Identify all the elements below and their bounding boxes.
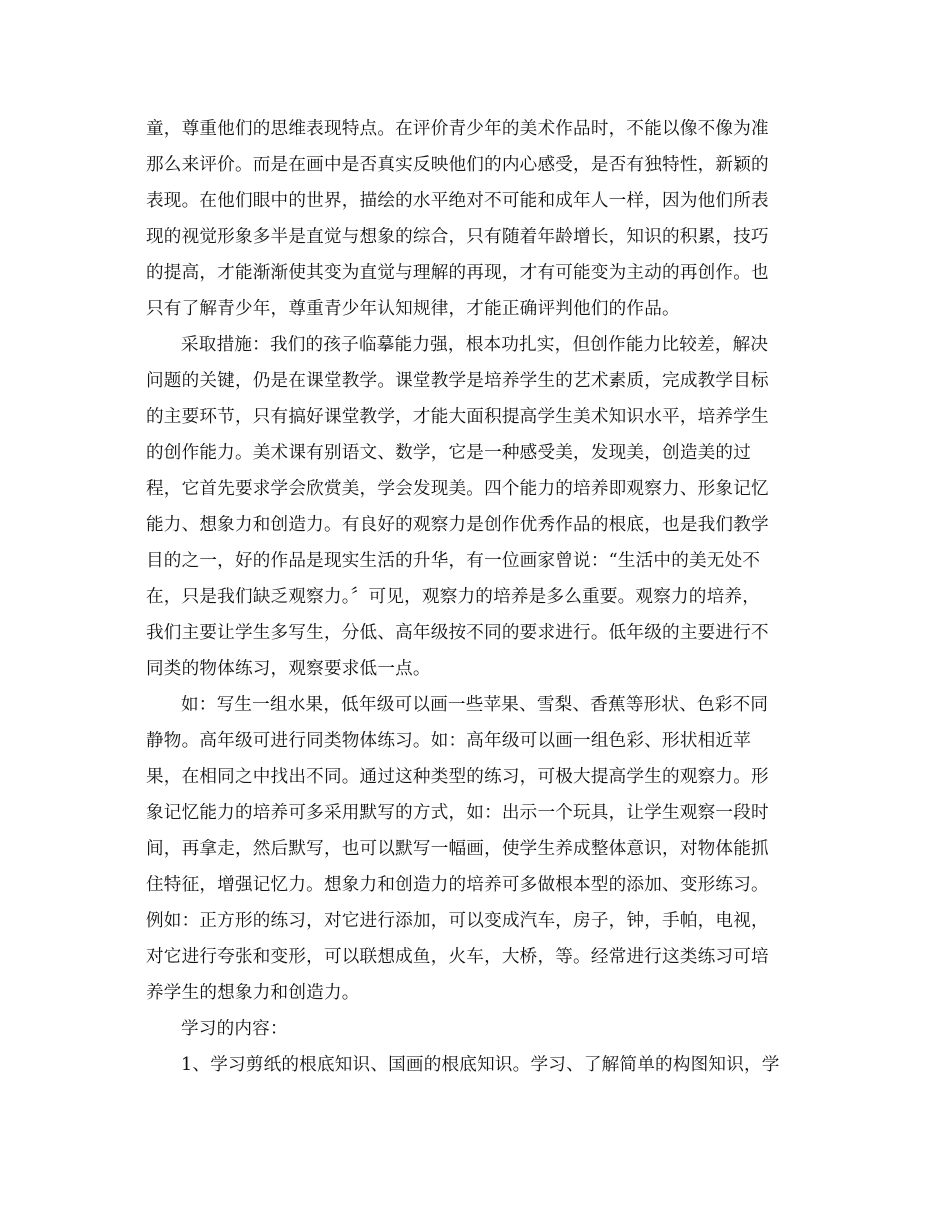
text-line: 程，它首先要求学会欣赏美，学会发现美。四个能力的培养即观察力、形象记忆 xyxy=(146,479,769,499)
text-line: 例如：正方形的练习，对它进行添加，可以变成汽车，房子，钟，手帕，电视， xyxy=(146,911,769,931)
list-item: 1、学习剪纸的根底知识、国画的根底知识。学习、了解简单的构图知识，学 xyxy=(181,1055,780,1075)
text-line: 只有了解青少年，尊重青少年认知规律，才能正确评判他们的作品。 xyxy=(146,299,680,319)
text-line: 同类的物体练习，观察要求低一点。 xyxy=(146,659,431,679)
text-line: 对它进行夸张和变形，可以联想成鱼，火车，大桥，等。经常进行这类练习可培 xyxy=(146,947,769,967)
text-line: 在，只是我们缺乏观察力。〞可见，观察力的培养是多么重要。观察力的培养， xyxy=(146,587,760,607)
paragraph-start-line: 如：写生一组水果，低年级可以画一些苹果、雪梨、香蕉等形状、色彩不同 xyxy=(181,695,769,715)
text-line: 童，尊重他们的思维表现特点。在评价青少年的美术作品时，不能以像不像为准 xyxy=(146,119,769,139)
text-line: 静物。高年级可进行同类物体练习。如：高年级可以画一组色彩、形状相近苹 xyxy=(146,731,751,751)
text-line: 那么来评价。而是在画中是否真实反映他们的内心感受，是否有独特性，新颖的 xyxy=(146,155,769,175)
section-heading: 学习的内容： xyxy=(181,1019,288,1039)
text-line: 果，在相同之中找出不同。通过这种类型的练习，可极大提高学生的观察力。形 xyxy=(146,767,769,787)
text-line: 的主要环节，只有搞好课堂教学，才能大面积提高学生美术知识水平，培养学生 xyxy=(146,407,769,427)
text-line: 表现。在他们眼中的世界，描绘的水平绝对不可能和成年人一样，因为他们所表 xyxy=(146,191,769,211)
text-line: 问题的关键，仍是在课堂教学。课堂教学是培养学生的艺术素质，完成教学目标 xyxy=(146,371,769,391)
paragraph-start-line: 采取措施：我们的孩子临摹能力强，根本功扎实，但创作能力比较差，解决 xyxy=(181,335,769,355)
text-line: 住特征，增强记忆力。想象力和创造力的培养可多做根本型的添加、变形练习。 xyxy=(146,875,769,895)
text-line: 现的视觉形象多半是直觉与想象的综合，只有随着年龄增长，知识的积累，技巧 xyxy=(146,227,769,247)
text-line: 目的之一，好的作品是现实生活的升华，有一位画家曾说：“生活中的美无处不 xyxy=(146,551,761,571)
text-line: 的创作能力。美术课有别语文、数学，它是一种感受美，发现美，创造美的过 xyxy=(146,443,751,463)
text-line: 能力、想象力和创造力。有良好的观察力是创作优秀作品的根底，也是我们教学 xyxy=(146,515,769,535)
text-line: 间，再拿走，然后默写，也可以默写一幅画，使学生养成整体意识，对物体能抓 xyxy=(146,839,769,859)
text-line: 我们主要让学生多写生，分低、高年级按不同的要求进行。低年级的主要进行不 xyxy=(146,623,769,643)
text-line: 象记忆能力的培养可多采用默写的方式，如：出示一个玩具，让学生观察一段时 xyxy=(146,803,769,823)
text-line: 的提高，才能渐渐使其变为直觉与理解的再现，才有可能变为主动的再创作。也 xyxy=(146,263,769,283)
text-line: 养学生的想象力和创造力。 xyxy=(146,983,360,1003)
